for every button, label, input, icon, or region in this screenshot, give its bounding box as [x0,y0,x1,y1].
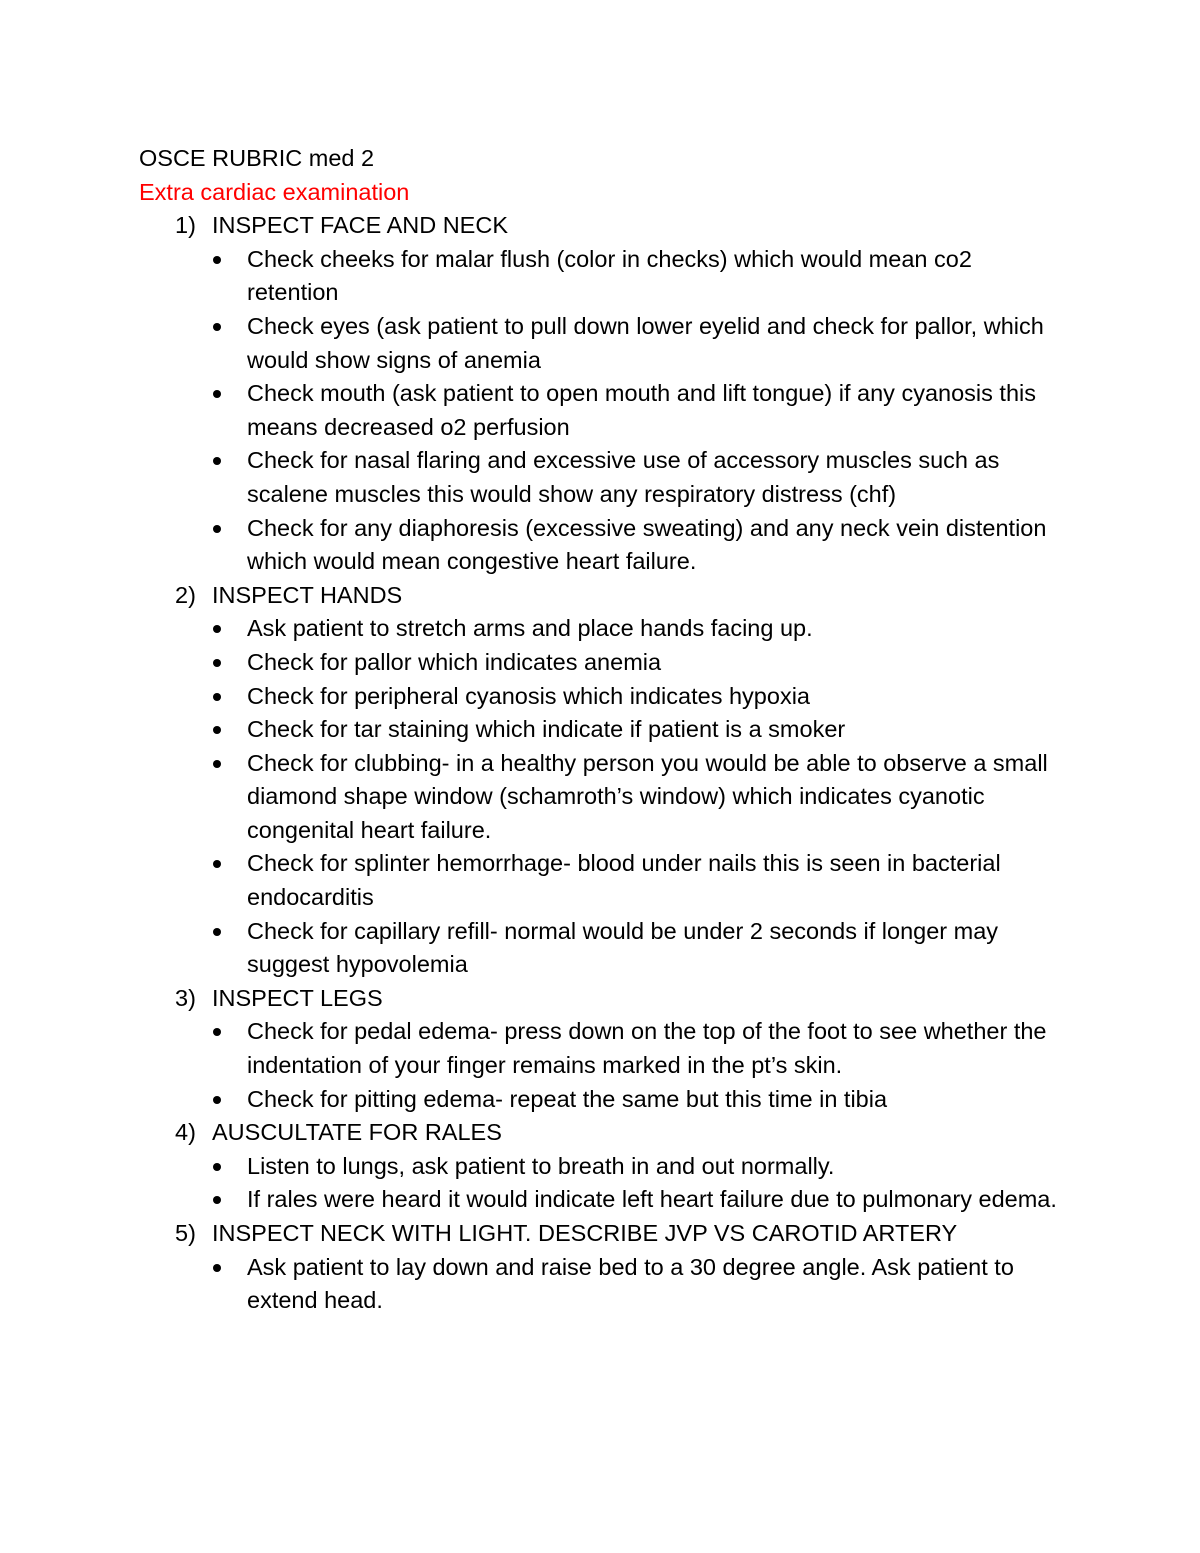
list-item-text: Check for peripheral cyanosis which indicates hypoxia [247,682,810,709]
bullet-icon [213,1163,221,1171]
list-item-text: Check for nasal flaring and excessive use of accessory muscles such as scalene muscles this would show any respiratory distress (chf) [247,447,1000,507]
bullet-icon [213,860,221,868]
section [139,1116,1069,1217]
document-title: OSCE RUBRIC med 2 [139,145,375,171]
list-item [139,1150,1069,1184]
bullet-icon [213,928,221,936]
section-number: 5) [175,1220,196,1246]
list-item [139,444,1069,511]
list-item [139,847,1069,914]
list-item-text: Check for pitting edema- repeat the same but this time in tibia [247,1085,888,1112]
list-item-text: Listen to lungs, ask patient to breath in and out normally. [247,1152,835,1179]
section-number: 1) [175,212,196,239]
list-item [139,646,1069,680]
bullet-icon [213,693,221,701]
section-number: 3) [175,984,196,1011]
list-item-text: Check for capillary refill- normal would be under 2 seconds if longer may suggest hypovolemia [247,917,999,978]
section-heading [139,579,1069,613]
document-subtitle: Extra cardiac examination [139,178,410,205]
list-item-text: Check for splinter hemorrhage- blood under nails this is seen in bacterial endocarditis [247,850,1001,911]
list-item [139,1083,1069,1117]
bullet-icon [213,457,221,465]
section-heading-text: INSPECT FACE AND NECK [212,212,508,239]
list-item [139,1251,1069,1318]
list-item-text: If rales were heard it would indicate left heart failure due to pulmonary edema. [247,1186,1057,1213]
bullet-icon [213,323,221,331]
bullet-icon [213,659,221,667]
list-item [139,747,1069,848]
list-item [139,1015,1069,1082]
section [139,209,1069,579]
list-item-text: Ask patient to stretch arms and place hands facing up. [247,615,813,642]
bullet-icon [213,390,221,398]
list-item-text: Check for clubbing- in a healthy person you would be able to observe a small diamond shape window (schamroth’s window) which indicates cyanotic congenital heart failure. [247,749,1048,843]
bullet-icon [213,726,221,734]
list-item [139,612,1069,646]
section [139,982,1069,1116]
bullet-list [139,1015,1069,1116]
list-item [139,512,1069,579]
section-heading [139,1217,1069,1251]
section-heading [139,982,1069,1016]
list-item [139,377,1069,444]
bullet-list [139,1150,1069,1217]
list-item [139,680,1069,714]
bullet-icon [213,1028,221,1036]
list-item-text: Check eyes (ask patient to pull down lower eyelid and check for pallor, which would show signs of anemia [247,312,1044,373]
list-item-text: Check for any diaphoresis (excessive sweating) and any neck vein distention which would mean congestive heart failure. [247,514,1047,575]
list-item-text: Ask patient to lay down and raise bed to a 30 degree angle. Ask patient to extend head. [247,1253,1014,1314]
section-heading-text: AUSCULTATE FOR RALES [212,1119,502,1146]
section [139,579,1069,982]
list-item [139,1183,1069,1217]
bullet-icon [213,760,221,768]
section-heading-text: INSPECT NECK WITH LIGHT. DESCRIBE JVP VS CAROTID ARTERY [212,1220,958,1246]
section-heading [139,209,1069,243]
bullet-icon [213,1196,221,1204]
bullet-list [139,1251,1069,1318]
list-item [139,713,1069,747]
list-item-text: Check for pedal edema- press down on the top of the foot to see whether the indentation of your finger remains marked in the pt’s skin. [247,1018,1047,1079]
list-item [139,243,1069,310]
bullet-icon [213,1096,221,1104]
bullet-icon [213,256,221,264]
list-item [139,915,1069,982]
section-number: 2) [175,581,196,608]
section-list [139,209,1069,1318]
list-item-text: Check cheeks for malar flush (color in checks) which would mean co2 retention [247,245,972,306]
bullet-list [139,243,1069,579]
list-item [139,310,1069,377]
document-body [139,142,1069,1318]
bullet-icon [213,1264,221,1272]
section-heading-text: INSPECT LEGS [212,984,383,1011]
section [139,1217,1069,1318]
list-item-text: Check mouth (ask patient to open mouth and lift tongue) if any cyanosis this means decreased o2 perfusion [247,380,1036,440]
list-item-text: Check for pallor which indicates anemia [247,648,662,675]
bullet-icon [213,525,221,533]
bullet-icon [213,625,221,633]
list-item-text: Check for tar staining which indicate if patient is a smoker [247,716,846,743]
section-number: 4) [175,1119,196,1146]
bullet-list [139,612,1069,982]
section-heading-text: INSPECT HANDS [212,581,403,608]
section-heading [139,1116,1069,1150]
